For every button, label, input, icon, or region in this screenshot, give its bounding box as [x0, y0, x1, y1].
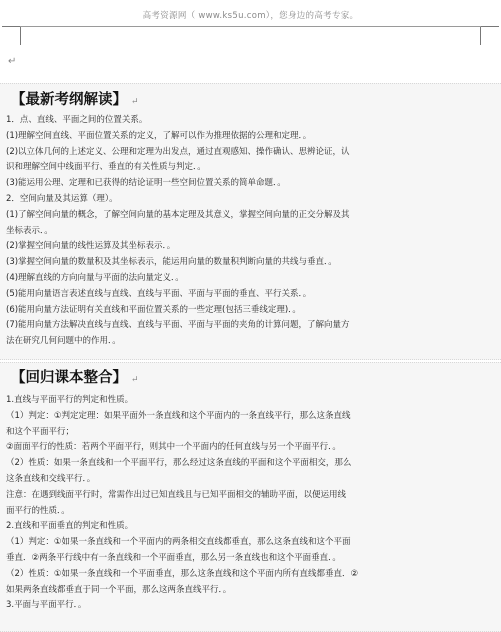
text-line: (1)了解空间向量的概念，了解空间向量的基本定理及其意义，掌握空间向量的正交分解及其 — [6, 209, 350, 220]
text-line: (5)能用向量语言表述直线与直线、直线与平面、平面与平面的垂直、平行关系．。 — [6, 288, 312, 299]
text-line: 垂直．②两条平行线中有一条直线和一个平面垂直，那么另一条直线也和这个平面垂直．。 — [6, 552, 341, 563]
text-line: (2)以立体几何的上述定义、公理和定理为出发点，通过直观感知、操作确认、思辨论证，认 — [6, 146, 350, 157]
text-line: 法在研究几何问题中的作用．。 — [6, 336, 121, 347]
text-line: 2．空间向量及其运算（理）。 — [6, 193, 118, 204]
text-line: 3.平面与平面平行．。 — [6, 600, 87, 611]
header-text: 高考资源网（ www.ks5u.com），您身边的高考专家。 — [142, 11, 359, 21]
text-line: （1）判定：①判定定理：如果平面外一条直线和这个平面内的一条直线平行，那么这条直线 — [6, 410, 351, 421]
text-line: (4)理解直线的方向向量与平面的法向量定义．。 — [6, 272, 184, 283]
paragraph-mark: ↵ — [8, 56, 17, 67]
text-line: 和这个平面平行； — [6, 426, 75, 437]
paragraph-mark: ↵ — [131, 375, 139, 385]
text-line: （2）性质：如果一条直线和一个平面平行，那么经过这条直线的平面和这个平面相交，那么 — [6, 458, 352, 469]
paragraph-mark: ↵ — [131, 97, 139, 107]
text-line: 注意：在遇到线面平行时，常需作出过已知直线且与已知平面相交的辅助平面，以便运用线 — [6, 489, 347, 500]
section1-title-text: 【最新考纲解读】 — [11, 91, 127, 108]
section1-content — [6, 113, 494, 350]
text-line: 这条直线和交线平行．。 — [6, 473, 96, 484]
text-line: 识和理解空间中线面平行、垂直的有关性质与判定．。 — [6, 162, 206, 173]
text-line: （2）性质：①如果一条直线和一个平面垂直，那么这条直线和这个平面内所有直线都垂直．② — [6, 568, 359, 579]
text-line: 1．点、直线、平面之间的位置关系。 — [6, 115, 148, 125]
text-line: (1)理解空间直线、平面位置关系的定义，了解可以作为推理依据的公理和定理．。 — [6, 130, 312, 141]
text-line: 面平行的性质．。 — [6, 505, 70, 516]
section2-title — [11, 366, 139, 387]
text-line: (3)能运用公理、定理和已获得的结论证明一些空间位置关系的简单命题．。 — [6, 178, 286, 189]
text-line: (3)掌握空间向量的数量积及其坐标表示，能运用向量的数量积判断向量的共线与垂直．。 — [6, 257, 337, 268]
left-corner-mark — [2, 26, 21, 45]
text-line: 坐标表示．。 — [6, 225, 53, 236]
header-divider — [20, 26, 481, 27]
text-line: 1.直线与平面平行的判定和性质。 — [6, 395, 134, 405]
section2-title-text: 【回归课本整合】 — [11, 369, 127, 386]
text-line: ②面面平行的性质：若两个平面平行，则其中一个平面内的任何直线与另一个平面平行．。 — [6, 442, 341, 453]
page-header — [0, 0, 501, 26]
section1-title — [11, 88, 139, 109]
text-line: （1）判定：①如果一条直线和一个平面内的两条相交直线都垂直，那么这条直线和这个平面 — [6, 537, 351, 548]
text-line: (6)能用向量方法证明有关直线和平面位置关系的一些定理(包括三垂线定理)．。 — [6, 304, 301, 315]
text-line: 如果两条直线都垂直于同一个平面，那么这两条直线平行．。 — [6, 584, 232, 595]
text-line: (2)掌握空间向量的线性运算及其坐标表示．。 — [6, 241, 176, 252]
text-line: (7)能用向量方法解决直线与直线、直线与平面、平面与平面的夹角的计算问题，了解向量方 — [6, 320, 350, 331]
right-corner-mark — [480, 26, 499, 45]
section2-content — [6, 393, 494, 614]
text-line: 2.直线和平面垂直的判定和性质。 — [6, 521, 134, 532]
